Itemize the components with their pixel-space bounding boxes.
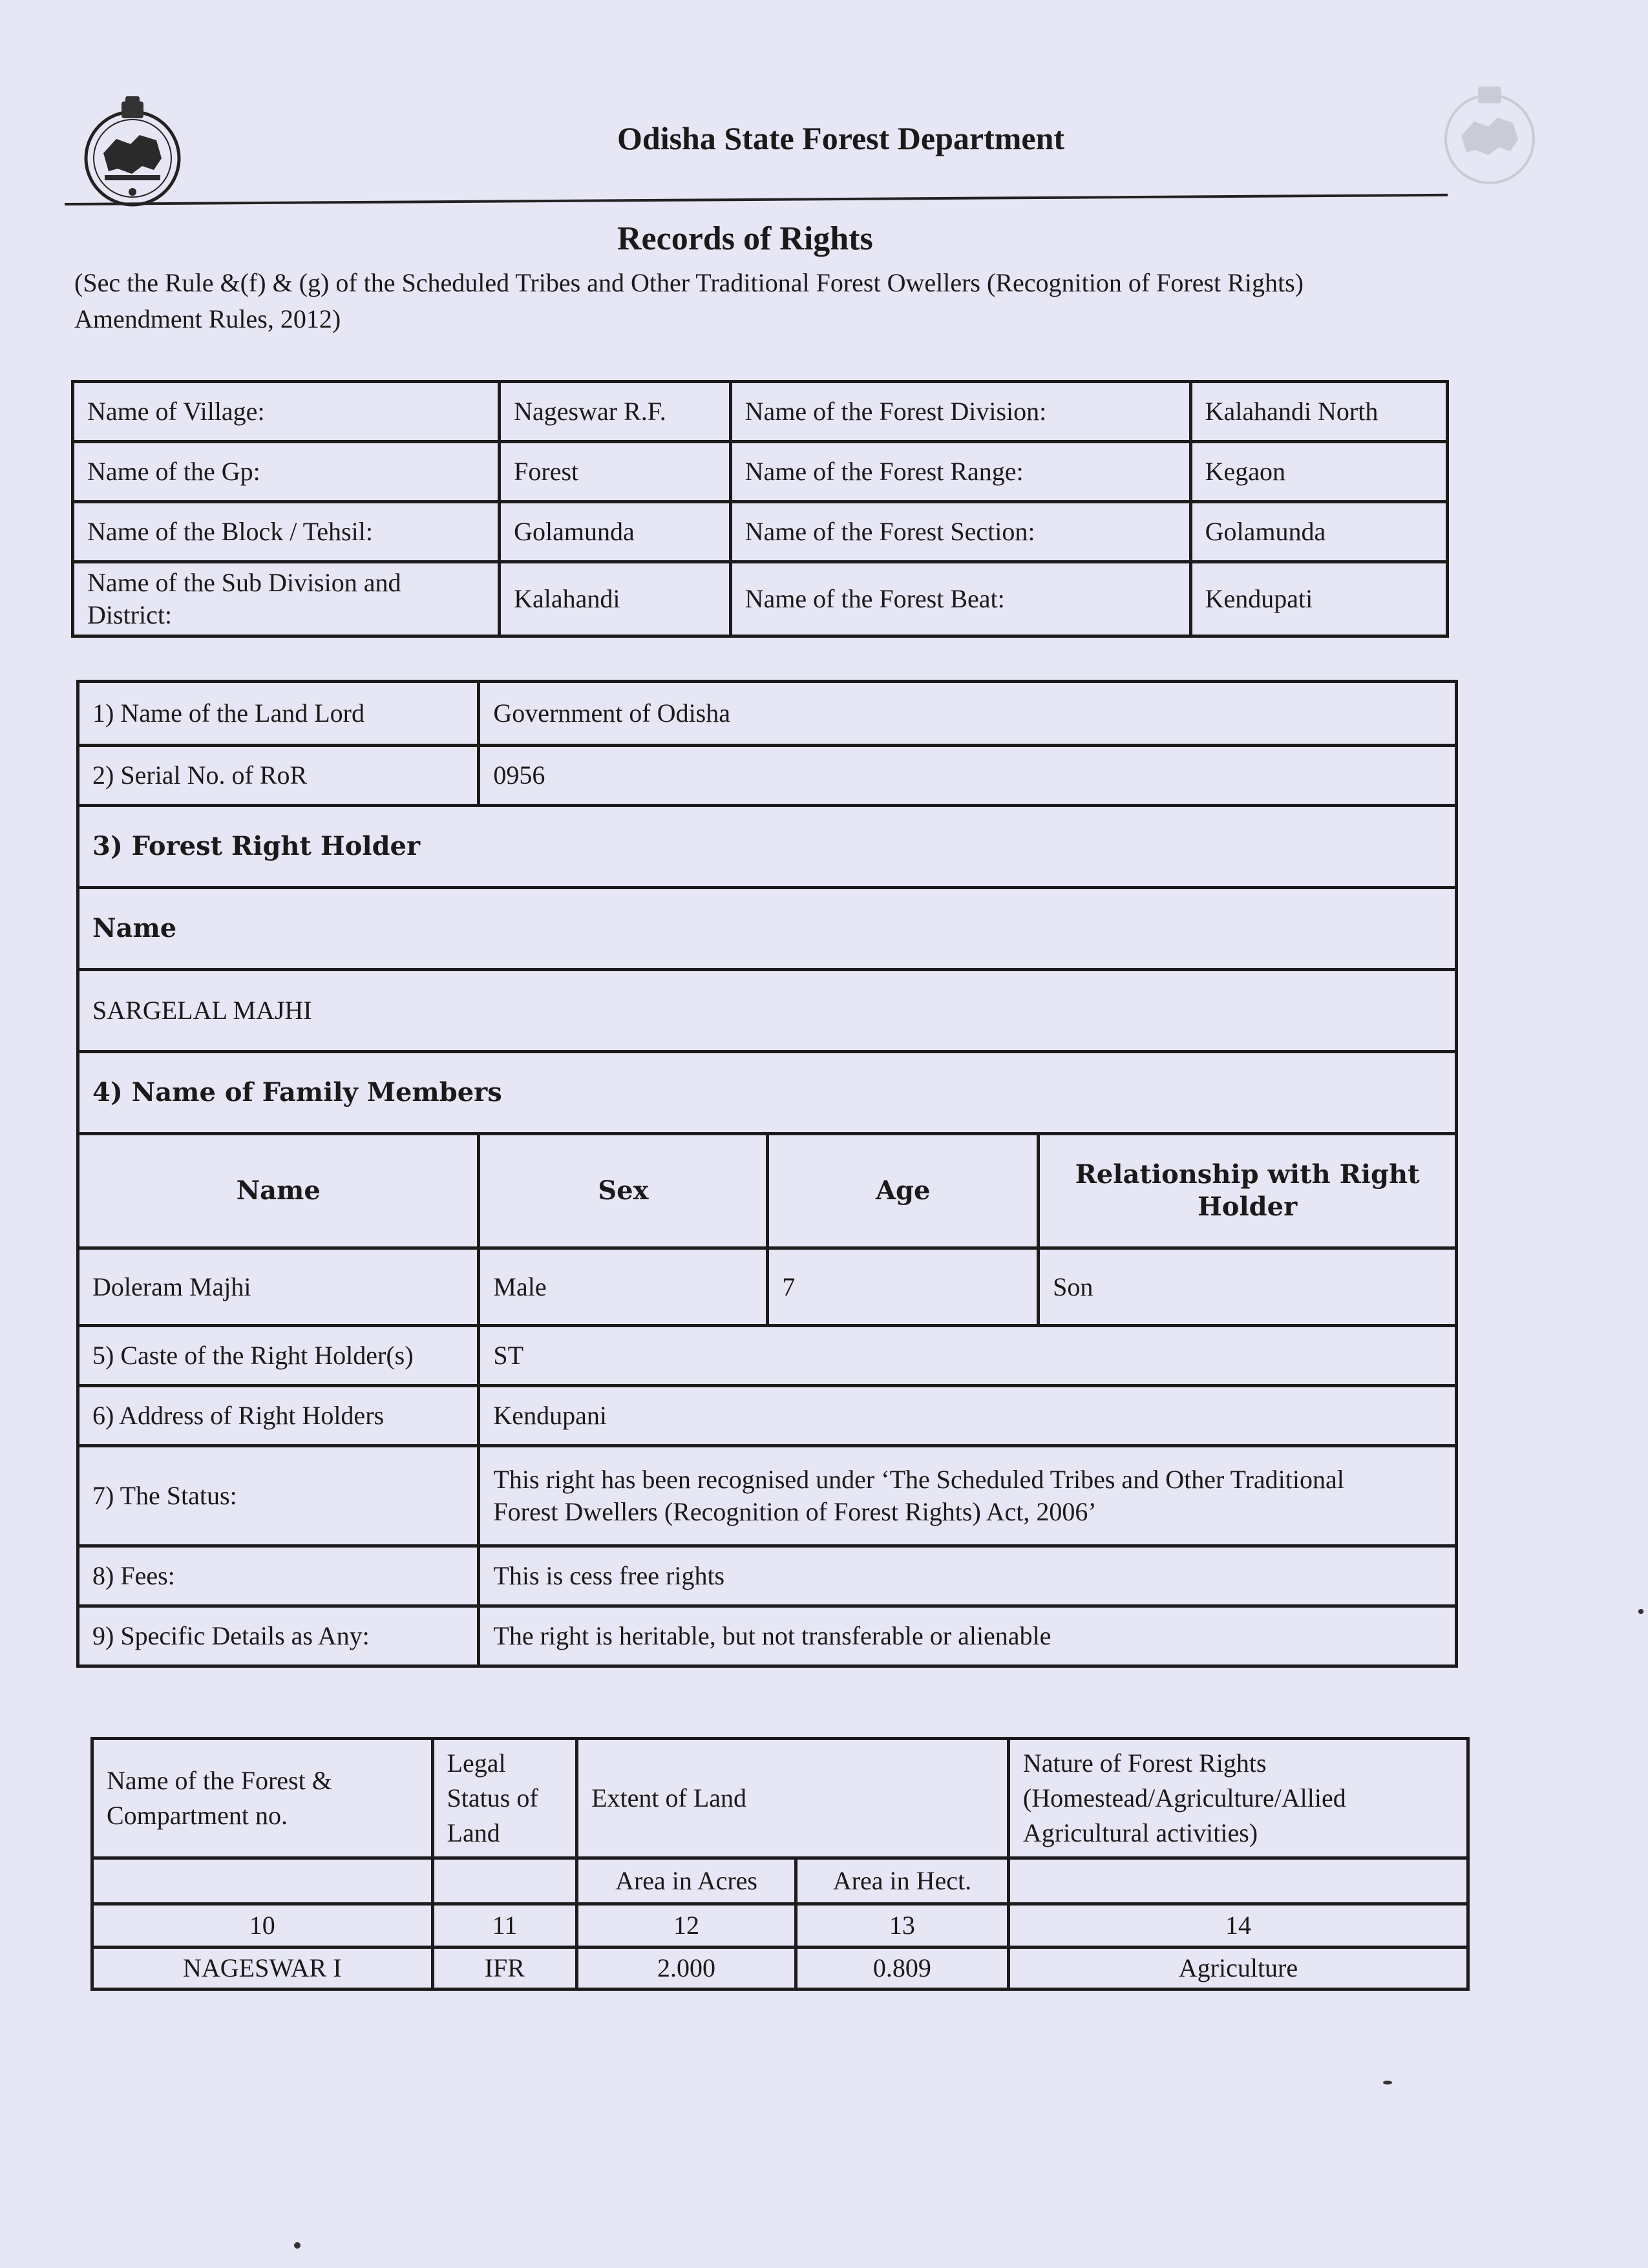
- right-holder-heading: 3) Forest Right Holder: [78, 806, 1457, 888]
- block-label: Name of the Block / Tehsil:: [73, 502, 500, 562]
- family-col-relationship: Relationship with Right Holder: [1039, 1134, 1457, 1248]
- table-row: [73, 442, 1448, 502]
- table-row: [92, 1739, 1468, 1858]
- column-number: 12: [577, 1904, 796, 1948]
- division-label: Name of the Forest Division:: [730, 382, 1190, 442]
- ink-speck: [1383, 2081, 1392, 2084]
- beat-value: Kendupati: [1190, 562, 1447, 636]
- table-row: [78, 806, 1457, 888]
- legal-status-header: Legal Status of Land: [432, 1739, 577, 1858]
- table-row: [73, 562, 1448, 636]
- ink-speck: [294, 2242, 301, 2249]
- specific-details-label: 9) Specific Details as Any:: [78, 1606, 479, 1666]
- family-members-heading: 4) Name of Family Members: [78, 1052, 1457, 1134]
- family-col-age: Age: [768, 1134, 1039, 1248]
- extent-of-land-header: Extent of Land: [577, 1739, 1009, 1858]
- faint-emblem-icon: [1438, 78, 1541, 194]
- family-col-name: Name: [78, 1134, 479, 1248]
- empty-cell: [92, 1858, 433, 1904]
- family-member-relation: Son: [1039, 1248, 1457, 1326]
- specific-details-value: The right is heritable, but not transferable or alienable: [479, 1606, 1457, 1666]
- table-row: [78, 1326, 1457, 1386]
- address-value: Kendupani: [479, 1386, 1457, 1446]
- table-row: [78, 682, 1457, 746]
- serial-label: 2) Serial No. of RoR: [78, 746, 479, 806]
- table-row: [78, 1446, 1457, 1546]
- family-col-sex: Sex: [479, 1134, 768, 1248]
- area-acres-header: Area in Acres: [577, 1858, 796, 1904]
- family-member-age: 7: [768, 1248, 1039, 1326]
- area-hect-value: 0.809: [796, 1948, 1008, 1990]
- header-divider: [65, 194, 1448, 205]
- range-value: Kegaon: [1190, 442, 1447, 502]
- table-row: [92, 1858, 1468, 1904]
- table-row: [73, 382, 1448, 442]
- location-table: [71, 380, 1449, 638]
- table-row: [78, 1248, 1457, 1326]
- section-value: Golamunda: [1190, 502, 1447, 562]
- caste-label: 5) Caste of the Right Holder(s): [78, 1326, 479, 1386]
- right-holder-name: SARGELAL MAJHI: [78, 970, 1457, 1052]
- address-label: 6) Address of Right Holders: [78, 1386, 479, 1446]
- status-line-1: This right has been recognised under ‘The Scheduled Tribes and Other Traditional: [493, 1465, 1344, 1494]
- empty-cell: [432, 1858, 577, 1904]
- landlord-label: 1) Name of the Land Lord: [78, 682, 479, 746]
- division-value: Kalahandi North: [1190, 382, 1447, 442]
- gp-label: Name of the Gp:: [73, 442, 500, 502]
- nature-of-rights-header: Nature of Forest Rights (Homestead/Agriculture/Allied Agricultural activities): [1008, 1739, 1468, 1858]
- table-row: [78, 1386, 1457, 1446]
- odisha-emblem-icon: [78, 94, 187, 216]
- document-subtitle: (Sec the Rule &(f) & (g) of the Scheduled Tribes and Other Traditional Forest Owellers (Recognition of Forest Rights) Amendment Rules, 2012): [74, 268, 1304, 333]
- nature-value: Agriculture: [1008, 1948, 1468, 1990]
- fees-label: 8) Fees:: [78, 1546, 479, 1606]
- column-number: 13: [796, 1904, 1008, 1948]
- subdivision-label: Name of the Sub Division and District:: [73, 562, 500, 636]
- column-number: 10: [92, 1904, 433, 1948]
- column-number: 11: [432, 1904, 577, 1948]
- serial-value: 0956: [479, 746, 1457, 806]
- range-label: Name of the Forest Range:: [730, 442, 1190, 502]
- table-row: [78, 1606, 1457, 1666]
- table-row: [78, 888, 1457, 970]
- table-row: [92, 1948, 1468, 1990]
- family-member-name: Doleram Majhi: [78, 1248, 479, 1326]
- table-row: [73, 502, 1448, 562]
- section-label: Name of the Forest Section:: [730, 502, 1190, 562]
- table-row: [78, 1546, 1457, 1606]
- forest-name-value: NAGESWAR I: [92, 1948, 433, 1990]
- area-hect-header: Area in Hect.: [796, 1858, 1008, 1904]
- document-title: Records of Rights: [617, 220, 873, 257]
- status-line-2: Forest Dwellers (Recognition of Forest Rights) Act, 2006’: [493, 1497, 1097, 1526]
- status-value: [479, 1446, 1457, 1546]
- department-name: Odisha State Forest Department: [617, 120, 1065, 156]
- status-label: 7) The Status:: [78, 1446, 479, 1546]
- table-row: [78, 1134, 1457, 1248]
- rights-table: [76, 680, 1458, 1668]
- village-label: Name of Village:: [73, 382, 500, 442]
- village-value: Nageswar R.F.: [500, 382, 731, 442]
- area-acres-value: 2.000: [577, 1948, 796, 1990]
- name-heading: Name: [78, 888, 1457, 970]
- fees-value: This is cess free rights: [479, 1546, 1457, 1606]
- landlord-value: Government of Odisha: [479, 682, 1457, 746]
- caste-value: ST: [479, 1326, 1457, 1386]
- table-row: [78, 1052, 1457, 1134]
- legal-status-value: IFR: [432, 1948, 577, 1990]
- beat-label: Name of the Forest Beat:: [730, 562, 1190, 636]
- table-row: [78, 970, 1457, 1052]
- empty-cell: [1008, 1858, 1468, 1904]
- block-value: Golamunda: [500, 502, 731, 562]
- ink-speck: [1638, 1609, 1643, 1614]
- subdivision-value: Kalahandi: [500, 562, 731, 636]
- family-member-sex: Male: [479, 1248, 768, 1326]
- gp-value: Forest: [500, 442, 731, 502]
- forest-compartment-header: Name of the Forest & Compartment no.: [92, 1739, 433, 1858]
- column-number: 14: [1008, 1904, 1468, 1948]
- table-row: [78, 746, 1457, 806]
- land-details-table: [90, 1737, 1470, 1991]
- table-row: [92, 1904, 1468, 1948]
